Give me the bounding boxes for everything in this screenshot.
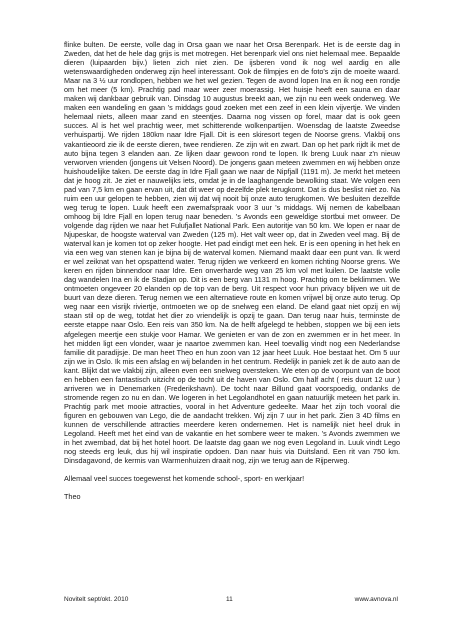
footer-page-number: 11 (226, 596, 233, 603)
footer-website: www.avnova.nl (354, 596, 398, 603)
paragraph-spacer (64, 483, 400, 492)
closing-line: Allemaal veel succes toegewenst het komende school-, sport- en werkjaar! (64, 474, 305, 484)
paragraph-spacer (64, 465, 400, 474)
article-body (64, 40, 400, 501)
footer-publication: Novitelt sept/okt. 2010 (64, 596, 129, 603)
page-footer (64, 593, 398, 603)
main-paragraph: flinke bulten. De eerste, volle dag in Orsa gaan we naar het Orsa Berenpark. Het is de eerste dag in Zweden, dat het de hele dag grijs is met motregen. Het berenpark viel ons niet helemaal mee. Bepaalde dieren (luipaarden bijv.) lieten zich niet zien. De ijsberen vond ik nog wel aardig en alle wetenswaardigheden onderweg zijn heel interessant. Ook de filmpjes en de foto's zijn de moeite waard. Maar na 3 ½ uur rondlopen, hebben we het wel gezien. Tegen de avond lopen Ina en ik nog een rondje om het meer (5 km). Prachtig pad maar weer zeer moerassig. Het huisje heeft een sauna en daar maken wij dankbaar gebruik van. Dinsdag 10 augustus breekt aan, we zijn nu een week onderweg. We maken een wandeling en gaan 's middags goud zoeken met een zeef in een klein vijvertje. We vinden helemaal niets, alleen maar zand en steentjes. Daarna nog vissen op forel, maar dat is ook geen succes. Al is het wel prachtig weer, met schitterende wolkenpartijen. Woensdag de laatste Zweedse verhuispartij. We rijden 180km naar Idre Fjall. Dit is een skiresort tegen de Noorse grens. Vlakbij ons vakantieoord zie ik de eerste dieren, twee rendieren. Ze zijn wit en zwart. Dan op het park rijdt ik met de auto bijna tegen 3 elanden aan. Ze lijken daar gewoon rond te lopen. Ik breng Luuk naar z'n nieuw verworven vrienden (jongens uit Velsen Noord). De jongens gaan meteen zwemmen en wij hebben onze huishoudelijke taken. De eerste dag in Idre Fjall gaan we naar de Nipfjall (1191 m). Je merkt het meteen dat je hoog zit. Je ziet er nauwelijks iets, omdat je in de laaghangende bewolking staat. We volgen een pad van 7,5 km en gaan ervan uit, dat dit weer op dezelfde plek terugkomt. Dat is dus beslist niet zo. Na ruim een uur gelopen te hebben, zien wij dat wij nooit bij onze auto terugkomen. We besluiten dezelfde weg terug te lopen. Luuk heeft een zwemafspraak voor 3 uur 's middags. Wij nemen de kabelbaan omhoog bij Idre Fjall en lopen terug naar beneden. 's Avonds een geweldige stortbui met onweer. De volgende dag rijden we naar het Fulufjallet National Park. Een autoritje van 50 km. We lopen er naar de Njupeskar, de hoogste waterval van Zweden (125 m). Het valt weer op, dat in Zweden veel mag. Bij de waterval kan je komen tot op zeker hoogte. Het pad eindigt met een hek. Er is een opening in het hek en via een weg van stenen kan je bijna bij de waterval komen. Niemand maakt daar een punt van. Ik werd er wel zeiknat van het opspattend water. Terug rijden we verkeerd en komen richting Noorse grens. We keren en rijden binnendoor naar Idre. Een onverharde weg van 25 km vol met kuilen. De laatste volle dag wandelen Ina en ik de Stadjan op. Dit is een berg van 1131 m hoog. Prachtig om te beklimmen. We ontmoeten ongeveer 20 elanden op de top van de berg. Uit respect voor hun privacy blijven we uit de buurt van deze dieren. Terug nemen we een alternatieve route en komen vrijwel bij onze auto terug. Op weg naar een visrijk riviertje, ontmoeten we op de snelweg een eland. De eland gaat niet opzij en wij staan stil op de weg, totdat het dier zo vriendelijk is opzij te gaan. Dan terug naar huis, terminste de eerste etappe naar Oslo. Een reis van 350 km. Na de helft afgelegd te hebben, stoppen we bij een iets afgelegen meertje een stukje voor Hamar. We genieten er van de zon en zwemmen er in het meer. In het midden ligt een vlonder, waar je naartoe zwemmen kan. Heel toevallig vindt nog een Nederlandse familie dit paradijsje. De man heet Theo en hun zoon van 12 jaar heet Luuk. Hoe bestaat het. Om 5 uur zijn we in Oslo. Ik mis een afslag en wij belanden in het centrum. Redelijk in paniek zet ik de auto aan de kant. Blijkt dat we vlakbij zijn, alleen even een snelweg oversteken. We eten op de voorpunt van de boot en hebben een fantastisch uitzicht op de tocht uit de haven van Oslo. Om half acht ( reis duurt 12 uur ) arriveren we in Denemarken (Frederikshavn). De tocht naar Billund gaat voorspoedig, ondanks de stromende regen zo nu en dan. We logeren in het Legolandhotel en gaan natuurlijk meteen het park in. Prachtig park met mooie attracties, vooral in het Adventure gedeelte. Maar het zijn toch vooral die figuren en gebouwen van Lego, die de aandacht trekken. Wij zijn 7 uur in het park. Zien 3 4D films en kunnen de verschillende attracties meerdere keren ondernemen. Het is namelijk niet heel druk in Legoland. Heeft met het eind van de vakantie en het sombere weer te maken. 's Avonds zwemmen we in het zwembad, dat bij het hotel hoort. De laatste dag gaan we nog even Legoland in. Luuk vindt Lego nog steeds erg leuk, dus hij wil inspiratie opdoen. Dan naar huis via Duitsland. Een rit van 750 km. Dinsdagavond, de kermis van Warmenhuizen draait nog, zijn we terug aan de Rijperweg. (64, 40, 400, 466)
signature: Theo (64, 492, 81, 502)
